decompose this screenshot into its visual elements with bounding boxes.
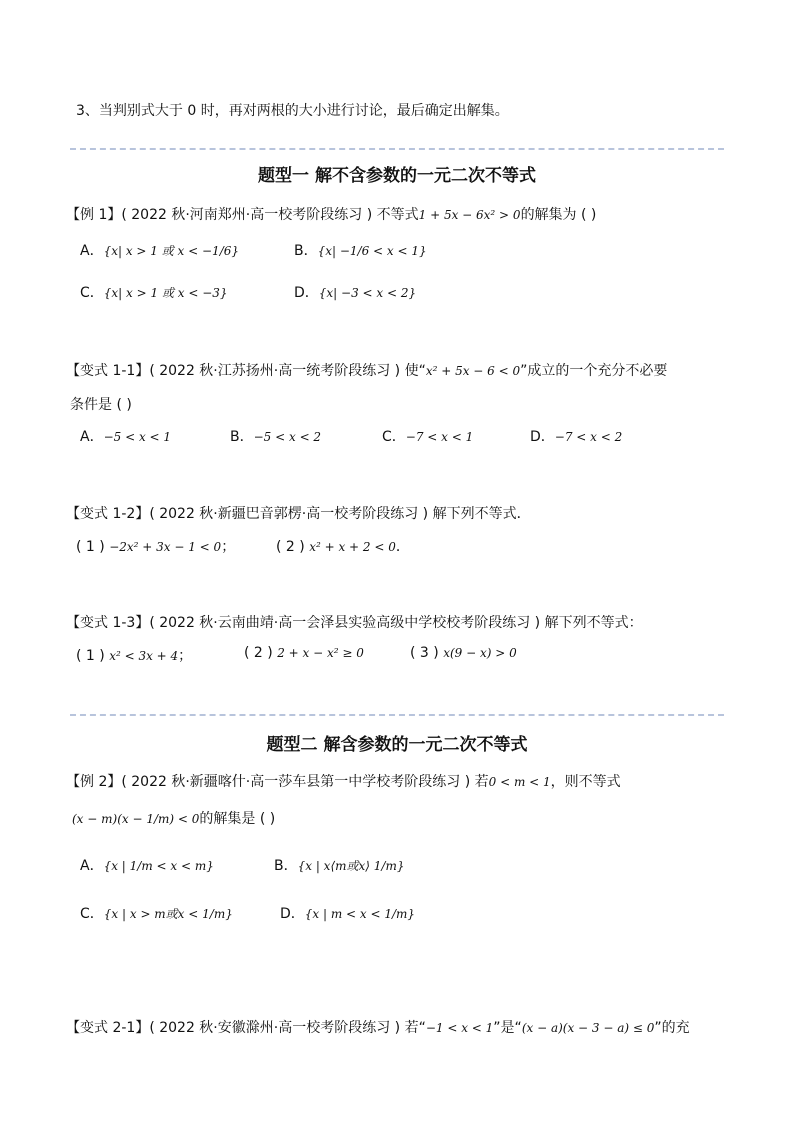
option-label: C．: [382, 429, 406, 445]
option-math: {x | x > m或x < 1/m}: [103, 907, 233, 921]
stem-tail: ”成立的一个充分不必要: [520, 363, 668, 379]
subproblem-tail: ；: [178, 648, 193, 664]
variant-stem-line2: 条件是 ( ): [70, 397, 132, 413]
condition-math: 0 < m < 1: [488, 775, 551, 789]
option-label: A．: [80, 243, 104, 259]
stem-text: 【例 2】( 2022 秋·新疆喀什·高一莎车县第一中学校考阶段练习 ) 若: [66, 774, 489, 790]
option-b[interactable]: [230, 426, 321, 446]
option-math: {x| x > 1 或 x < −3}: [103, 286, 228, 300]
subproblem-tail: ；: [221, 539, 236, 555]
stem-mid: ”是“: [493, 1020, 522, 1036]
subproblem-math: 2 + x − x² ≥ 0: [277, 646, 364, 660]
option-d[interactable]: [530, 426, 622, 446]
option-label: C．: [80, 906, 104, 922]
subproblem-label: ( 3 ): [410, 645, 439, 661]
subproblem-1: [76, 645, 192, 665]
intro-line: 3、当判别式大于 0 时，再对两根的大小进行讨论，最后确定出解集。: [76, 103, 509, 119]
condition-math: −1 < x < 1: [425, 1021, 494, 1035]
subproblem-math: x² < 3x + 4: [109, 649, 179, 663]
option-c[interactable]: [80, 282, 228, 302]
option-label: D．: [280, 906, 305, 922]
subproblem-1: [76, 536, 235, 556]
option-d[interactable]: [294, 282, 416, 302]
option-label: B．: [230, 429, 254, 445]
subproblem-math: x(9 − x) > 0: [443, 646, 517, 660]
option-math: {x | m < x < 1/m}: [304, 907, 416, 921]
option-label: C．: [80, 285, 104, 301]
option-label: D．: [294, 285, 319, 301]
subproblem-tail: ．: [395, 539, 410, 555]
subproblem-math: −2x² + 3x − 1 < 0: [109, 540, 222, 554]
option-a[interactable]: [80, 855, 214, 875]
subproblem-math: x² + x + 2 < 0: [309, 540, 396, 554]
section-divider: [70, 148, 724, 150]
subproblem-3: [410, 645, 517, 661]
section-divider: [70, 714, 724, 716]
option-math: −5 < x < 1: [103, 430, 172, 444]
option-math: −7 < x < 1: [405, 430, 474, 444]
subproblem-label: ( 2 ): [276, 539, 305, 555]
option-d[interactable]: [280, 903, 415, 923]
inequality-expr: (x − m)(x − 1/m) < 0: [72, 812, 200, 826]
option-math: {x | x⟨m或x⟩ 1/m}: [297, 859, 405, 873]
stem-text: 【变式 2-1】( 2022 秋·安徽滁州·高一校考阶段练习 ) 若“: [66, 1020, 426, 1036]
option-math: {x | 1/m < x < m}: [103, 859, 214, 873]
section-title: 题型一 解不含参数的一元二次不等式: [258, 166, 536, 186]
option-a[interactable]: [80, 240, 239, 260]
stem-text: 【变式 1-1】( 2022 秋·江苏扬州·高一统考阶段练习 ) 使“: [66, 363, 426, 379]
subproblem-2: [244, 645, 364, 661]
subproblem-label: ( 1 ): [76, 648, 105, 664]
stem-tail: ”的充: [654, 1020, 690, 1036]
variant-stem: [66, 1017, 690, 1037]
example-stem: [66, 204, 596, 224]
section-title: 题型二 解含参数的一元二次不等式: [266, 735, 528, 755]
option-math: {x| −1/6 < x < 1}: [317, 244, 427, 258]
stem-tail: 的解集是 ( ): [199, 811, 276, 827]
option-a[interactable]: [80, 426, 171, 446]
option-b[interactable]: [274, 855, 404, 875]
stem-text: 【例 1】( 2022 秋·河南郑州·高一校考阶段练习 ) 不等式: [66, 207, 419, 223]
stem-tail: 的解集为 ( ): [520, 207, 597, 223]
option-label: A．: [80, 858, 104, 874]
option-math: {x| x > 1 或 x < −1/6}: [103, 244, 240, 258]
inequality-expr: 1 + 5x − 6x² > 0: [418, 208, 521, 222]
option-math: −5 < x < 2: [253, 430, 322, 444]
subproblem-label: ( 2 ): [244, 645, 273, 661]
inequality-expr: (x − a)(x − 3 − a) ≤ 0: [521, 1021, 655, 1035]
option-c[interactable]: [80, 903, 233, 923]
option-label: A．: [80, 429, 104, 445]
option-label: B．: [274, 858, 298, 874]
example-stem-line2: [72, 808, 275, 828]
inequality-expr: x² + 5x − 6 < 0: [425, 364, 521, 378]
option-b[interactable]: [294, 240, 427, 260]
option-c[interactable]: [382, 426, 473, 446]
variant-stem: 【变式 1-3】( 2022 秋·云南曲靖·高一会泽县实验高级中学校校考阶段练习 ) 解下列不等式：: [66, 615, 643, 631]
subproblem-label: ( 1 ): [76, 539, 105, 555]
option-math: {x| −3 < x < 2}: [318, 286, 417, 300]
stem-tail: ，则不等式: [550, 774, 621, 790]
variant-stem: 【变式 1-2】( 2022 秋·新疆巴音郭楞·高一校考阶段练习 ) 解下列不等式．: [66, 506, 531, 522]
example-stem: [66, 771, 621, 791]
option-math: −7 < x < 2: [554, 430, 623, 444]
option-label: D．: [530, 429, 555, 445]
subproblem-2: [276, 536, 410, 556]
variant-stem: [66, 360, 667, 380]
option-label: B．: [294, 243, 318, 259]
